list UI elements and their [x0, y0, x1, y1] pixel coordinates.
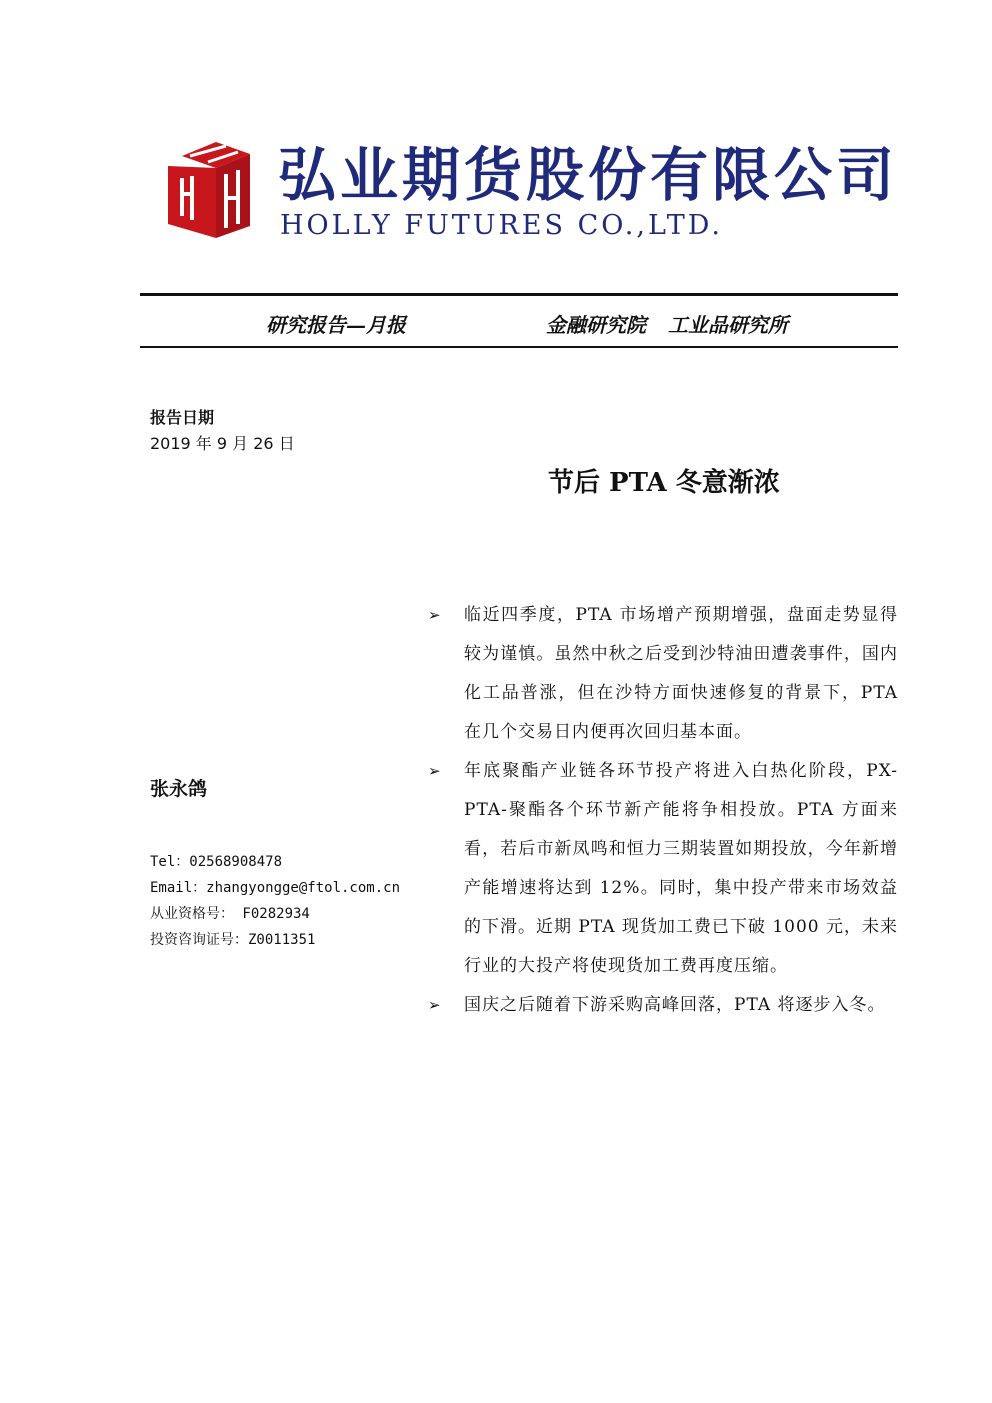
summary-bullet [428, 596, 898, 752]
author-contact [150, 849, 400, 953]
summary-bullet [428, 986, 898, 1025]
institute-name: 金融研究院 [546, 313, 646, 337]
report-type: 研究报告—月报 [266, 313, 406, 337]
institute-line [546, 309, 788, 338]
report-title: 节后 PTA 冬意渐浓 [548, 468, 780, 498]
company-name-cn: 弘业期货股份有限公司 [278, 141, 899, 209]
report-date-value: 2019 年 9 月 26 日 [150, 434, 295, 453]
company-name-en: HOLLY FUTURES CO.,LTD. [280, 210, 723, 241]
author-email: Email：zhangyongge@ftol.com.cn [150, 880, 401, 896]
summary-bullet-text: 国庆之后随着下游采购高峰回落，PTA 将逐步入冬。 [464, 995, 886, 1015]
header-top-rule [140, 293, 898, 296]
author-name: 张永鸽 [150, 778, 208, 800]
arrow-bullet-icon: ➢ [428, 606, 442, 624]
department-name: 工业品研究所 [668, 313, 788, 337]
arrow-bullet-icon: ➢ [428, 762, 442, 780]
summary-bullet-text: 临近四季度，PTA 市场增产预期增强，盘面走势显得较为谨慎。虽然中秋之后受到沙特油田遭袭事件，国内化工品普涨，但在沙特方面快速修复的背景下，PTA 在几个交易日内便再次回归基本面。 [464, 605, 898, 742]
report-date-label: 报告日期 [150, 408, 215, 427]
summary-bullets [428, 596, 898, 1025]
company-logo [168, 141, 899, 242]
author-qualification: 从业资格号： F0282934 [150, 906, 310, 922]
company-logo-mark [168, 142, 250, 238]
header-bottom-rule [140, 346, 898, 348]
summary-bullet-text: 年底聚酯产业链各环节投产将进入白热化阶段，PX-PTA-聚酯各个环节新产能将争相投放。PTA 方面来看，若后市新凤鸣和恒力三期装置如期投放，今年新增产能增速将达到 12%。同时，集中投产带来市场效益的下滑。近期 PTA 现货加工费已下破 1000 元，未来行业的大投产将使现货加工费再度压缩。 [464, 761, 899, 976]
summary-bullet [428, 752, 898, 986]
author-tel: Tel：02568908478 [150, 854, 283, 870]
arrow-bullet-icon: ➢ [428, 996, 442, 1014]
author-consulting-cert: 投资咨询证号：Z0011351 [150, 932, 316, 948]
